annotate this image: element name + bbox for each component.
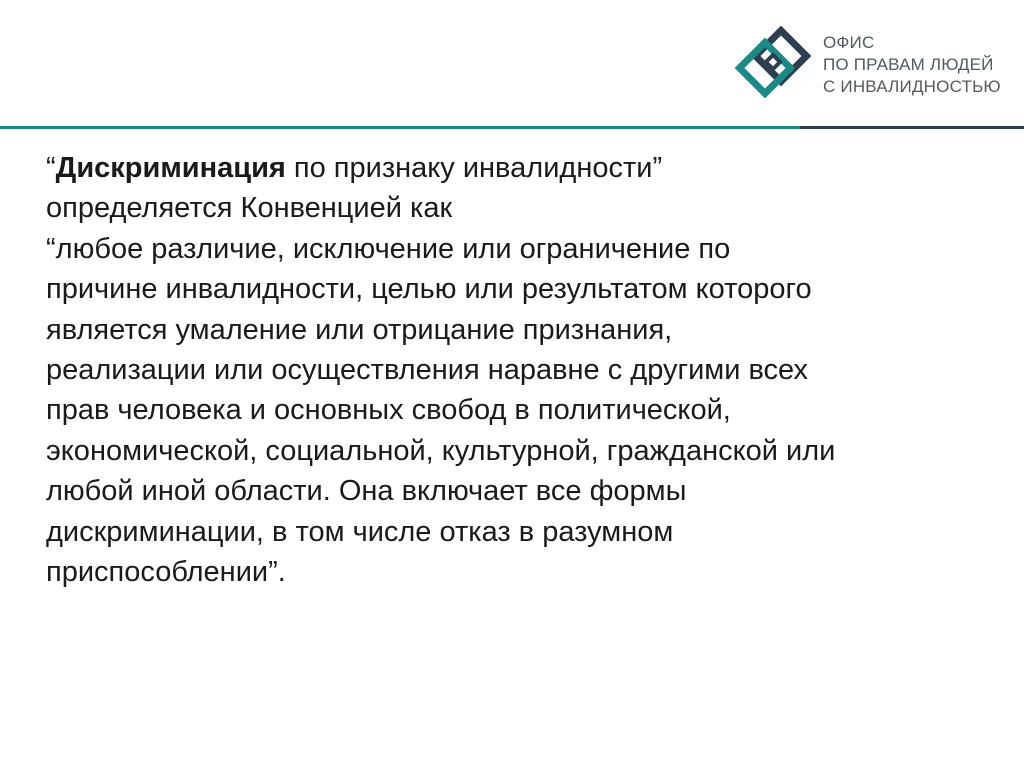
definition-line: причине инвалидности, целью или результатом которого bbox=[46, 273, 812, 306]
definition-line: дискриминации, в том числе отказ в разумном bbox=[46, 515, 674, 548]
definition-term: Дискриминация bbox=[55, 152, 286, 184]
header-divider bbox=[0, 126, 1024, 129]
definition-line: приспособлении”. bbox=[46, 556, 286, 589]
definition-line: “любое различие, исключение или ограничение по bbox=[46, 232, 731, 265]
definition-heading-line bbox=[46, 148, 996, 188]
org-name-line-1: ОФИС bbox=[823, 33, 875, 52]
org-name bbox=[823, 32, 1001, 98]
definition-text bbox=[46, 148, 996, 592]
definition-line: прав человека и основных свобод в политической, bbox=[46, 394, 731, 427]
definition-line: определяется Конвенцией как bbox=[46, 192, 453, 225]
org-name-line-2: ПО ПРАВАМ ЛЮДЕЙ bbox=[823, 55, 994, 74]
definition-line: любой иной области. Она включает все формы bbox=[46, 475, 687, 508]
header-divider-teal bbox=[0, 126, 800, 129]
definition-line: является умаление или отрицание признания, bbox=[46, 313, 673, 346]
org-name-line-3: С ИНВАЛИДНОСТЬЮ bbox=[823, 77, 1001, 96]
definition-line: экономической, социальной, культурной, гражданской или bbox=[46, 434, 836, 467]
header-divider-dark bbox=[800, 126, 1024, 129]
definition-intro-rest: по признаку инвалидности” bbox=[285, 152, 663, 184]
open-quote: “ bbox=[46, 152, 56, 184]
slide-header bbox=[0, 0, 1024, 126]
interlocking-squares-logo-icon bbox=[733, 26, 813, 98]
definition-line: реализации или осуществления наравне с другими всех bbox=[46, 354, 809, 387]
